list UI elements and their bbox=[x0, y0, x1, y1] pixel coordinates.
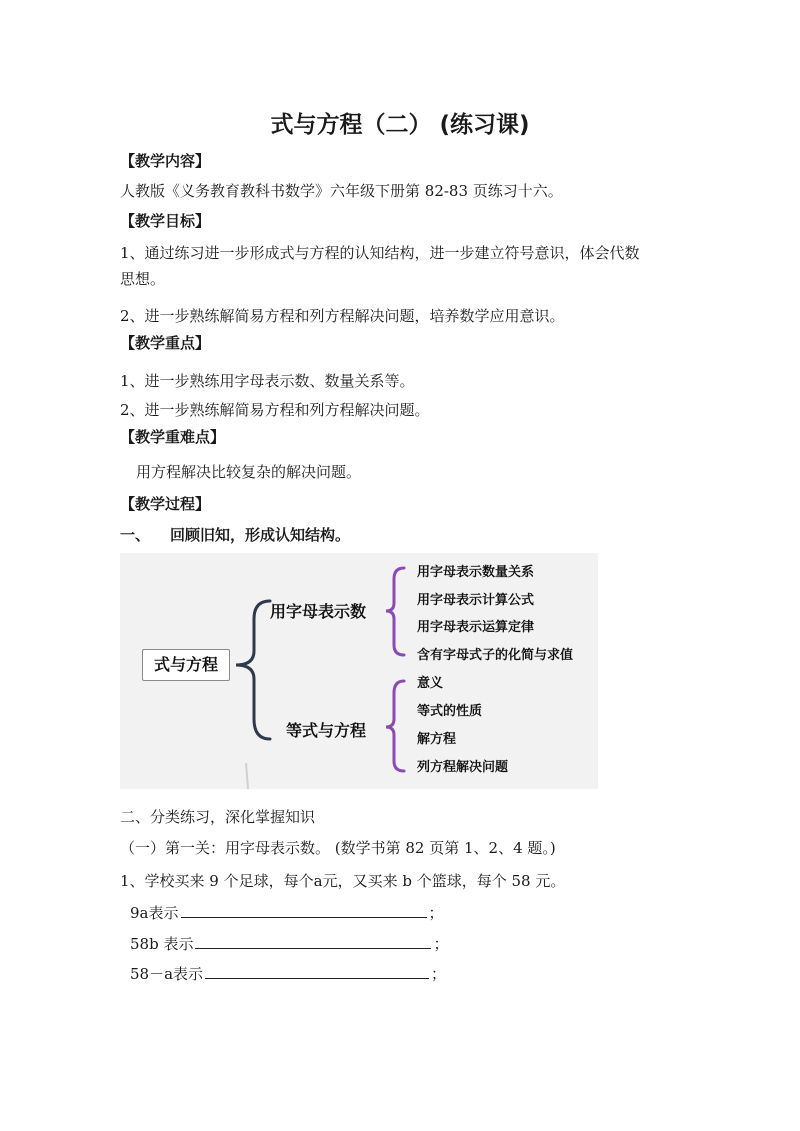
fill-2-blank[interactable] bbox=[195, 934, 431, 949]
difficulty-heading: 【教学重难点】 bbox=[120, 428, 226, 446]
difficulty-text: 用方程解决比较复杂的解决问题。 bbox=[136, 463, 362, 481]
teaching-content-heading: 【教学内容】 bbox=[120, 152, 211, 170]
leaf-solve-equations: 解方程 bbox=[417, 732, 457, 747]
question-1: 1、学校买来 9 个足球，每个a元，又买来 b 个篮球，每个 58 元。 bbox=[120, 872, 566, 890]
part-1-label: 一、 bbox=[120, 526, 151, 544]
lower-leaf-brace bbox=[386, 681, 404, 771]
diagram-branch-equations: 等式与方程 bbox=[286, 721, 367, 740]
key-point-2: 2、进一步熟练解简易方程和列方程解决问题。 bbox=[120, 401, 430, 419]
key-points-heading: 【教学重点】 bbox=[120, 334, 211, 352]
goal-1-line-1: 1、通过练习进一步形成式与方程的认知结构，进一步建立符号意识，体会代数 bbox=[120, 244, 640, 262]
leaf-formulas: 用字母表示计算公式 bbox=[417, 593, 535, 608]
process-heading: 【教学过程】 bbox=[120, 495, 211, 513]
level-1-heading: （一）第一关：用字母表示数。 (数学书第 82 页第 1、2、4 题。) bbox=[120, 839, 556, 857]
diagram-branch-letters: 用字母表示数 bbox=[270, 602, 367, 621]
key-point-1: 1、进一步熟练用字母表示数、数量关系等。 bbox=[120, 372, 415, 390]
fill-3-label: 58－a表示 bbox=[130, 965, 204, 983]
fill-1-blank[interactable] bbox=[181, 903, 427, 918]
leaf-equality-properties: 等式的性质 bbox=[417, 704, 483, 719]
leaf-meaning: 意义 bbox=[417, 676, 444, 691]
root-brace bbox=[236, 601, 270, 739]
fill-2-end: ； bbox=[433, 935, 449, 953]
leaf-word-problems: 列方程解决问题 bbox=[417, 760, 509, 775]
part-2-heading: 二、分类练习，深化掌握知识 bbox=[120, 808, 316, 826]
leaf-quantity-relations: 用字母表示数量关系 bbox=[417, 565, 535, 580]
fill-blank-2 bbox=[130, 933, 448, 954]
part-1-text: 回顾旧知，形成认知结构。 bbox=[170, 526, 351, 544]
fill-3-blank[interactable] bbox=[205, 964, 429, 979]
goal-1-line-2: 思想。 bbox=[120, 270, 166, 288]
teaching-goals-heading: 【教学目标】 bbox=[120, 212, 211, 230]
fill-3-end: ； bbox=[431, 965, 447, 983]
fill-blank-1 bbox=[130, 902, 444, 923]
upper-leaf-brace bbox=[386, 568, 404, 655]
faint-mark bbox=[246, 763, 248, 789]
fill-2-label: 58b 表示 bbox=[130, 935, 194, 953]
fill-1-end: ； bbox=[428, 904, 444, 922]
fill-blank-3 bbox=[130, 963, 446, 984]
leaf-simplify-evaluate: 含有字母式子的化简与求值 bbox=[417, 648, 574, 663]
diagram-root-node: 式与方程 bbox=[142, 649, 230, 681]
leaf-operation-laws: 用字母表示运算定律 bbox=[417, 620, 535, 635]
fill-1-label: 9a表示 bbox=[130, 904, 179, 922]
goal-2: 2、进一步熟练解简易方程和列方程解决问题，培养数学应用意识。 bbox=[120, 307, 565, 325]
concept-diagram bbox=[120, 553, 598, 789]
page-title: 式与方程（二） (练习课) bbox=[270, 112, 530, 138]
teaching-content-text: 人教版《义务教育教科书数学》六年级下册第 82-83 页练习十六。 bbox=[120, 182, 563, 200]
